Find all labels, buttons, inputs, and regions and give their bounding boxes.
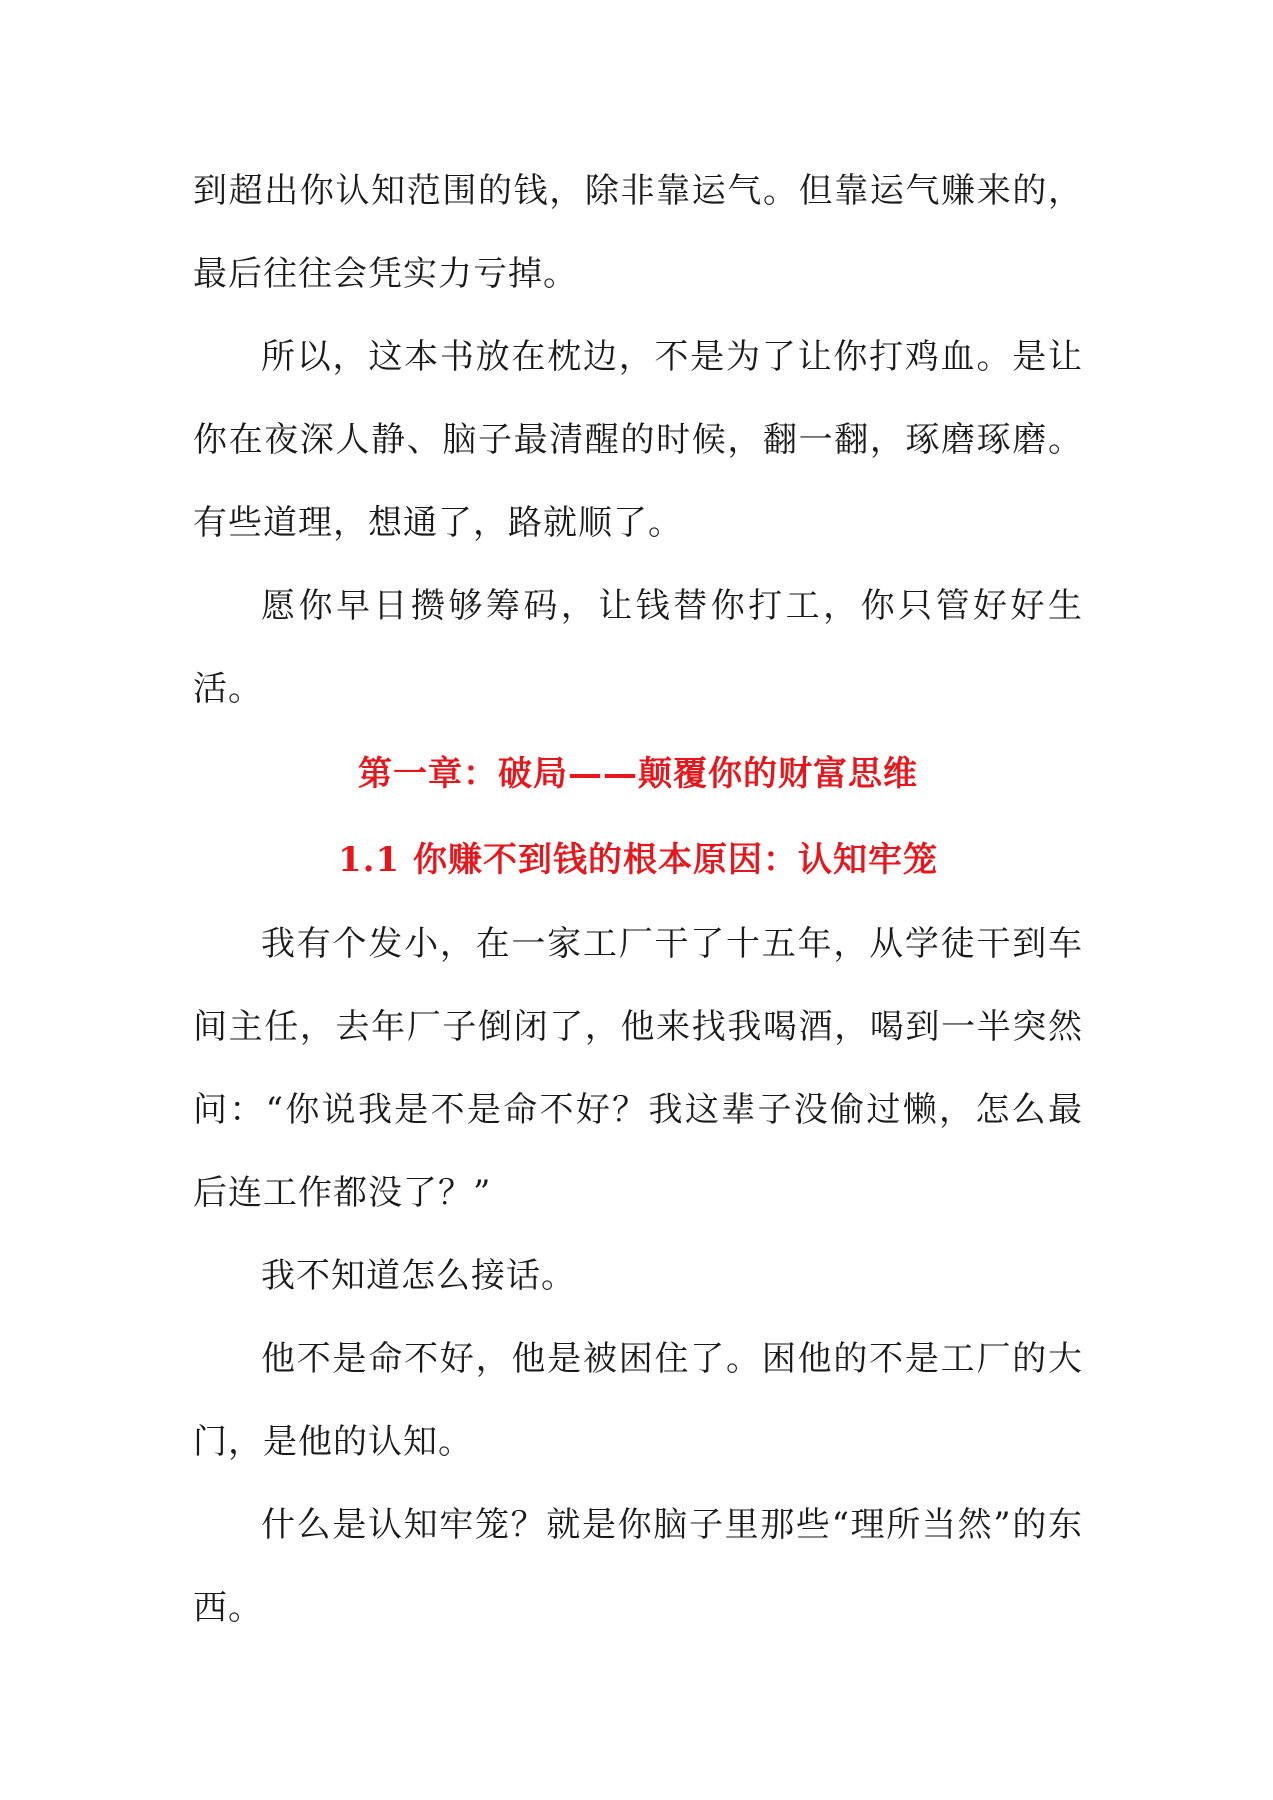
chapter-title: 第一章：破局——颠覆你的财富思维: [358, 754, 918, 794]
paragraph-bedside-book: 所以，这本书放在枕边，不是为了让你打鸡血。是让你在夜深人静、脑子最清醒的时候，翻一翻，琢磨琢磨。有些道理，想通了，路就顺了。: [193, 337, 1083, 543]
paragraph-childhood-friend: 我有个发小，在一家工厂干了十五年，从学徒干到车间主任，去年厂子倒闭了，他来找我喝酒，喝到一半突然问：“你说我是不是命不好？我这辈子没偷过懒，怎么最后连工作都没了？”: [193, 924, 1083, 1213]
paragraph-wish: 愿你早日攒够筹码，让钱替你打工，你只管好好生活。: [193, 586, 1083, 709]
paragraph-trapped: 他不是命不好，他是被困住了。困他的不是工厂的大门，是他的认知。: [193, 1339, 1083, 1462]
paragraph-no-reply: 我不知道怎么接话。: [261, 1256, 576, 1296]
paragraph-continuation: 到超出你认知范围的钱，除非靠运气。但靠运气赚来的，最后往往会凭实力亏掉。: [193, 171, 1083, 294]
section-title: 1.1 你赚不到钱的根本原因：认知牢笼: [338, 840, 938, 880]
paragraph-cognitive-cage: 什么是认知牢笼？就是你脑子里那些“理所当然”的东西。: [193, 1505, 1083, 1628]
document-body: [193, 150, 1083, 1650]
